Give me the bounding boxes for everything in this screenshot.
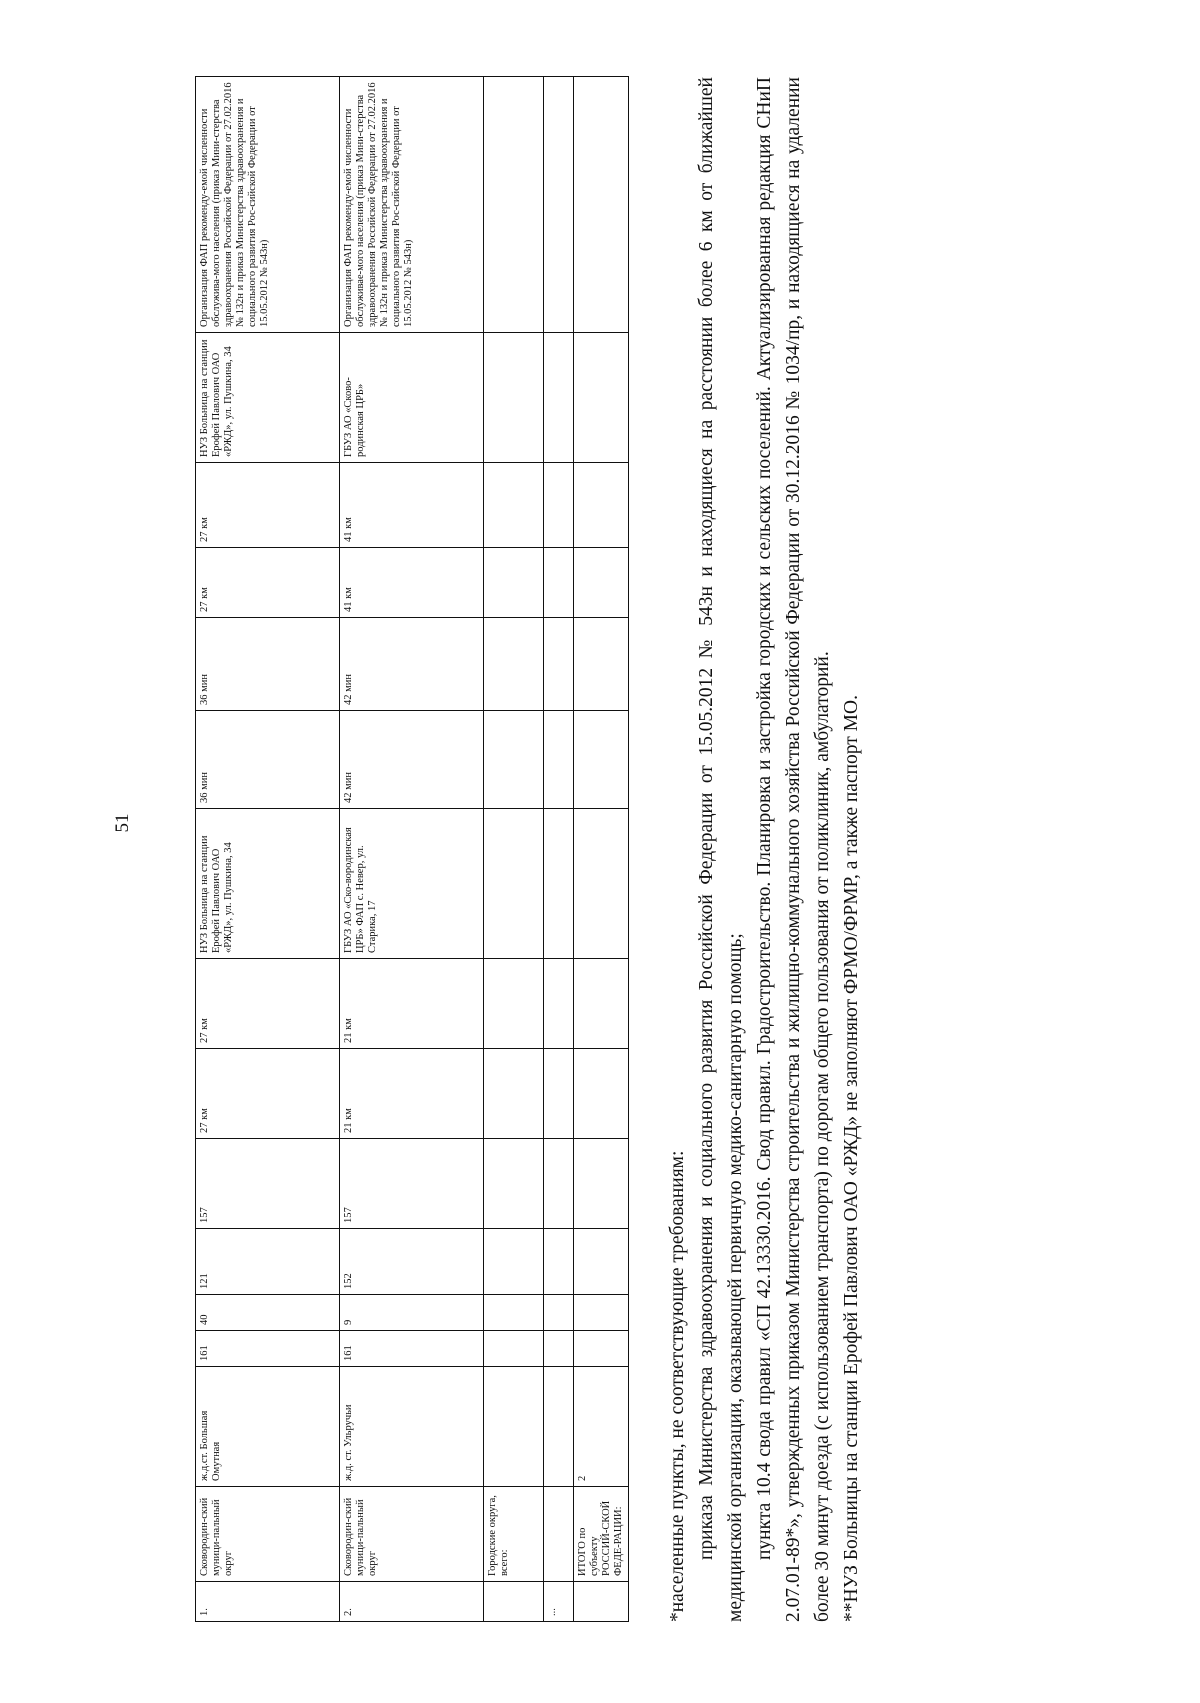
empty-cell [544, 1049, 574, 1139]
row-number: 2. [340, 1582, 484, 1622]
measure-cell: Организация ФАП рекоменду-емой численности обслужива-мого населения (приказ Мини-стерства здравоохранения Российской Федерации от 27.02.2016 № 132н и приказ Министерства здравоохранения и социального развития Рос-сийской Федерации от 15.05.2012 № 543н) [196, 77, 340, 333]
city-districts-label: Городские округа, всего: [484, 1487, 544, 1582]
okrug-cell: Сковородин-ский муници-пальный округ [340, 1487, 484, 1582]
footnote-railway-hospital: **НУЗ Больницы на станции Ерофей Павлович ОАО «РЖД» не заполняют ФРМО/ФРМР, а также паспорт МО. [841, 695, 862, 1622]
empty-cell [574, 1139, 629, 1229]
empty-cell [484, 1367, 544, 1487]
empty-cell [484, 77, 544, 333]
empty-cell [574, 1331, 629, 1367]
table-row [574, 77, 629, 1622]
value-cell: 161 [196, 1331, 340, 1367]
empty-cell [544, 463, 574, 548]
empty-cell [544, 1295, 574, 1331]
empty-cell [574, 1295, 629, 1331]
value-cell: 157 [340, 1139, 484, 1229]
value-cell: 157 [196, 1139, 340, 1229]
distance-cell: 27 км [196, 463, 340, 548]
empty-cell [544, 77, 574, 333]
organization-cell: ГБУЗ АО «Ско-вородинская ЦРБ» ФАП с. Невер, ул. Старика, 17 [340, 809, 484, 959]
empty-cell [544, 618, 574, 711]
empty-cell [484, 1229, 544, 1295]
value-cell: 161 [340, 1331, 484, 1367]
distance-cell: 41 км [340, 548, 484, 618]
empty-cell [574, 333, 629, 463]
empty-cell [484, 1331, 544, 1367]
distance-cell: 21 км [340, 959, 484, 1049]
empty-cell [484, 1049, 544, 1139]
settlement-cell: ж.д. ст. Ульручьи [340, 1367, 484, 1487]
time-cell: 36 мин [196, 618, 340, 711]
value-cell: 9 [340, 1295, 484, 1331]
empty-cell [484, 1139, 544, 1229]
distance-cell: 27 км [196, 1049, 340, 1139]
settlement-cell: ж.д.ст. Большая Омутная [196, 1367, 340, 1487]
empty-cell [484, 1295, 544, 1331]
value-cell: 152 [340, 1229, 484, 1295]
empty-cell [484, 809, 544, 959]
organization-cell: НУЗ Больница на станции Ерофей Павлович ОАО «РЖД», ул. Пушкина, 34 [196, 333, 340, 463]
empty-cell [574, 1229, 629, 1295]
organization-cell: ГБУЗ АО «Сково-родинская ЦРБ» [340, 333, 484, 463]
value-cell: 121 [196, 1229, 340, 1295]
empty-cell [484, 463, 544, 548]
empty-cell [574, 711, 629, 809]
empty-cell [484, 711, 544, 809]
page-number: 51 [112, 813, 133, 833]
footnote-paragraph: приказа Министерства здравоохранения и социального развития Российской Федерации от 15.05.2012 № 543н и находящиеся на расстоянии более 6 км от ближайшей медицинской организации, оказывающей первичную медико-санитарную помощь; [696, 77, 746, 1622]
footnote-paragraph: пункта 10.4 свода правил «СП 42.13330.2016. Свод правил. Градостроительство. Планировка и застройка городских и сельских поселений. Актуализированная редакция СНиП 2.07.01-89*», утвержденных приказом Министерства строительства и жилищно-коммунального хозяйства Российской Федерации от 30.12.2016 № 1034/пр, и находящиеся на удалении более 30 минут доезда (с использованием транспорта) по дорогам общего пользования от поликлиник, амбулаторий. [754, 77, 833, 1622]
empty-cell [484, 548, 544, 618]
empty-cell [574, 77, 629, 333]
empty-cell [574, 1049, 629, 1139]
total-value: 2 [574, 1367, 629, 1487]
ellipsis-cell: ... [544, 1582, 574, 1622]
distance-cell: 27 км [196, 959, 340, 1049]
table-row [544, 77, 574, 1622]
table-row [484, 77, 544, 1622]
time-cell: 42 мин [340, 711, 484, 809]
organization-cell: НУЗ Больница на станции Ерофей Павлович ОАО «РЖД», ул. Пушкина, 34 [196, 809, 340, 959]
empty-cell [484, 1582, 544, 1622]
table-row [196, 77, 340, 1622]
empty-cell [544, 809, 574, 959]
time-cell: 36 мин [196, 711, 340, 809]
measure-cell: Организация ФАП рекоменду-емой численности обслуживае-мого населения (приказ Мини-стерства здравоохранения Российской Федерации от 27.02.2016 № 132н и приказ Министерства здравоохранения и социального развития Рос-сийской Федерации от 15.05.2012 № 543н) [340, 77, 484, 333]
rotated-landscape-content [195, 77, 862, 1622]
settlements-table [195, 76, 629, 1622]
empty-cell [574, 809, 629, 959]
time-cell: 42 мин [340, 618, 484, 711]
empty-cell [574, 548, 629, 618]
empty-cell [544, 959, 574, 1049]
empty-cell [544, 1367, 574, 1487]
table-row [340, 77, 484, 1622]
empty-cell [544, 1229, 574, 1295]
empty-cell [484, 959, 544, 1049]
footnote-heading: *населенные пункты, не соответствующие требованиям: [667, 1150, 688, 1622]
empty-cell [544, 1331, 574, 1367]
empty-cell [484, 618, 544, 711]
empty-cell [484, 333, 544, 463]
total-label: ИТОГО по субъекту РОССИЙ-СКОЙ ФЕДЕ-РАЦИИ: [574, 1487, 629, 1582]
row-number: 1. [196, 1582, 340, 1622]
empty-cell [544, 1487, 574, 1582]
empty-cell [544, 711, 574, 809]
empty-cell [544, 333, 574, 463]
distance-cell: 21 км [340, 1049, 484, 1139]
empty-cell [574, 1582, 629, 1622]
distance-cell: 27 км [196, 548, 340, 618]
empty-cell [574, 618, 629, 711]
empty-cell [544, 548, 574, 618]
footnotes [663, 77, 866, 1622]
okrug-cell: Сковородин-ский муници-пальный округ [196, 1487, 340, 1582]
distance-cell: 41 км [340, 463, 484, 548]
empty-cell [574, 959, 629, 1049]
value-cell: 40 [196, 1295, 340, 1331]
empty-cell [544, 1139, 574, 1229]
empty-cell [574, 463, 629, 548]
